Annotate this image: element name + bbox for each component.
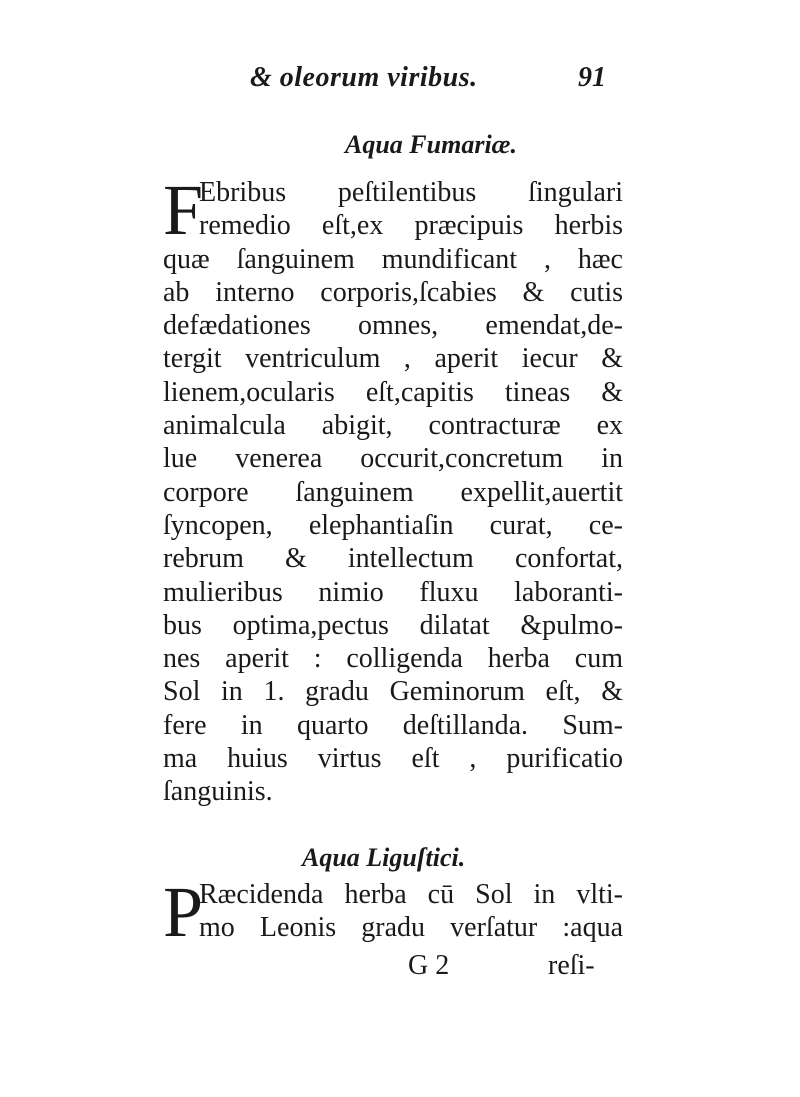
text-line: lienem,ocularis eſt,capitis tineas &	[163, 376, 623, 408]
text-line: quæ ſanguinem mundificant , hæc	[163, 243, 623, 275]
catchword: reſi-	[548, 950, 595, 981]
paragraph-fumariae	[163, 170, 623, 809]
section-title-fumariae: Aqua Fumariæ.	[345, 130, 517, 159]
paragraph-ligustici	[163, 872, 623, 952]
text-line: ſyncopen, elephantiaſin curat, ce-	[163, 509, 623, 541]
text-line: Ebribus peſtilentibus ſingulari	[199, 177, 623, 208]
text-line: lue venerea occurit,concretum in	[163, 443, 623, 475]
text-line: Sol in 1. gradu Geminorum eſt, &	[163, 676, 623, 708]
text-line: rebrum & intellectum confortat,	[163, 543, 623, 575]
section-title-ligustici: Aqua Liguſtici.	[302, 843, 466, 872]
page-number: 91	[578, 62, 606, 93]
running-head: & oleorum viribus.	[250, 62, 478, 93]
dropcap: F	[163, 170, 204, 250]
text-line: remedio eſt,ex præcipuis herbis	[199, 210, 623, 242]
text-line: fere in quarto deſtillanda. Sum-	[163, 709, 623, 741]
text-line: ſanguinis.	[163, 776, 273, 808]
text-line: animalcula abigit, contracturæ ex	[163, 410, 623, 442]
signature-mark: G 2	[408, 950, 450, 981]
text-line: bus optima,pectus dilatat &pulmo-	[163, 609, 623, 641]
text-line: tergit ventriculum , aperit iecur &	[163, 343, 623, 375]
text-line: mo Leonis gradu verſatur :aqua	[199, 912, 623, 944]
text-line: mulieribus nimio fluxu laboranti-	[163, 576, 623, 608]
dropcap: P	[163, 872, 204, 952]
text-line: ab interno corporis,ſcabies & cutis	[163, 276, 623, 308]
text-line: Ræcidenda herba cū Sol in vlti-	[199, 879, 623, 910]
text-line: defædationes omnes, emendat,de-	[163, 310, 623, 342]
text-line: nes aperit : colligenda herba cum	[163, 643, 623, 675]
text-line: corpore ſanguinem expellit,auertit	[163, 476, 623, 508]
text-line: ma huius virtus eſt , purificatio	[163, 743, 623, 775]
